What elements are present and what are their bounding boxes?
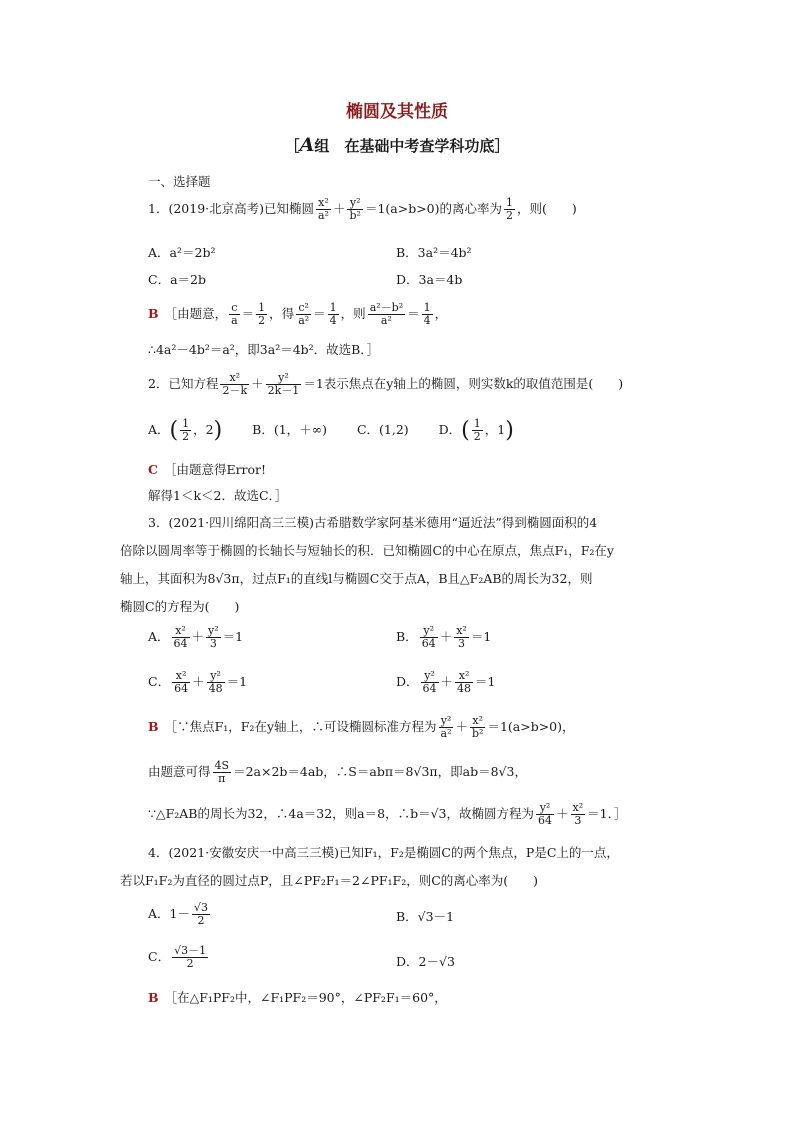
q4-option-d: D．2－√3 (396, 954, 455, 969)
fraction: $\frac{\text{c²}}{\text{a²}}$ (298, 301, 310, 327)
group-heading (0, 134, 794, 156)
fraction: $\frac{√3-1}{2}$ (174, 944, 207, 970)
q2-option-a: A．( $\frac{1}{2}$ ，2) (148, 417, 223, 443)
fraction: $\frac{\text{x²}}{\text{a²}}$ (318, 196, 329, 222)
q1-option-d: D．3a＝4b (396, 272, 463, 287)
fraction: $\frac{1}{2}$ (258, 301, 266, 327)
q3-stem-line1: 3．(2021·四川绵阳高三三模)古希腊数学家阿基米德用“逼近法”得到椭圆面积的4 (148, 515, 598, 530)
section-heading: 一、选择题 (148, 174, 211, 189)
fraction: $\frac{\text{a²－b²}}{\text{a²}}$ (369, 301, 404, 327)
q2-solution-line2: 解得1＜k＜2．故选C．］ (148, 488, 288, 503)
fraction: $\frac{4S}{\pi}$ (214, 759, 230, 785)
group-letter: A (299, 134, 315, 156)
answer-letter: C (148, 462, 158, 477)
q3-solution-line1: B ［∵焦点F₁，F₂在y轴上，∴可设椭圆标准方程为 $\frac{\text{y²}}{\text{a²}}$ ＋ $\frac{\text{x²}}{\text{b²}}$ ＝1(a>b>0)， (148, 714, 575, 740)
fraction: $\frac{1}{2}$ (473, 417, 481, 443)
fraction: $\frac{c}{a}$ (231, 301, 238, 327)
answer-letter: B (148, 719, 159, 734)
fraction: $\frac{\text{x²}}{3}$ (456, 624, 467, 650)
fraction: $\frac{\text{y²}}{\text{b²}}$ (349, 196, 361, 222)
q4-option-a: A．1－ $\frac{√3}{2}$ (148, 901, 208, 927)
q2-solution: C ［由题意得Error! (148, 462, 267, 477)
fraction: $\frac{\text{y²}}{2k-1}$ (267, 371, 300, 397)
q1-solution: B ［由题意， $\frac{c}{a}$ ＝ $\frac{1}{2}$ ，得 $\frac{\text{c²}}{\text{a²}}$ ＝ $\frac{1}{4}$ ，则 $\frac{\text{a²－b²}}{\text{a²}}$ ＝ $\frac{1}{4}$ ， (148, 301, 448, 327)
q4-solution: B ［在△F₁PF₂中，∠F₁PF₂＝90°，∠PF₂F₁＝60°， (148, 990, 447, 1005)
q2-stem: 2．已知方程 $\frac{\text{x²}}{2-k}$ ＋ $\frac{\text{y²}}{2k-1}$ ＝1表示焦点在y轴上的椭圆，则实数k的取值范围是( ) (148, 371, 624, 397)
fraction: $\frac{\text{x²}}{\text{b²}}$ (472, 714, 484, 740)
q3-solution-line2: 由题意可得 $\frac{4S}{\pi}$ ＝2a×2b＝4ab，∴S＝abπ＝8√3π，即ab＝8√3， (148, 759, 527, 785)
q3-stem-line2: 倍除以圆周率等于椭圆的长轴长与短轴长的积．已知椭圆C的中心在原点，焦点F₁，F₂在y (120, 543, 614, 558)
fraction: $\frac{1}{4}$ (329, 301, 337, 327)
fraction: $\frac{1}{2}$ (182, 417, 190, 443)
q1-stem: 1．(2019·北京高考)已知椭圆 $\frac{\text{x²}}{\text{a²}}$ ＋ $\frac{\text{y²}}{\text{b²}}$ ＝1(a>b>0)的离心率为 $\frac{1}{2}$ ，则( ) (148, 196, 577, 222)
q3-stem-line3: 轴上，其面积为8√3π，过点F₁的直线l与椭圆C交于点A，B且△F₂AB的周长为32，则 (120, 571, 593, 586)
fraction: $\frac{\text{y²}}{48}$ (208, 669, 223, 695)
fraction: $\frac{\text{x²}}{64}$ (174, 669, 189, 695)
q1-option-b: B．3a²＝4b² (396, 245, 472, 260)
q2-option-b: B．(1，＋∞) (252, 422, 327, 437)
q1-solution-line2: ∴4a²－4b²＝a²，即3a²＝4b²．故选B．］ (148, 342, 380, 357)
q1-option-a: A．a²＝2b² (148, 245, 216, 260)
q2-option-d: D．( $\frac{1}{2}$ ，1) (438, 417, 514, 443)
fraction: $\frac{1}{2}$ (506, 196, 513, 222)
fraction: $\frac{\text{y²}}{64}$ (422, 669, 437, 695)
fraction: $\frac{\text{y²}}{3}$ (208, 624, 219, 650)
fraction: $\frac{\text{x²}}{3}$ (572, 801, 584, 827)
q4-option-c: C． $\frac{√3-1}{2}$ (148, 944, 207, 970)
fraction: $\frac{√3}{2}$ (193, 901, 208, 927)
q1-option-c: C．a＝2b (148, 272, 206, 287)
fraction: $\frac{\text{y²}}{64}$ (421, 624, 436, 650)
fraction: $\frac{\text{x²}}{2-k}$ (222, 371, 248, 397)
q4-stem-line2: 若以F₁F₂为直径的圆过点P，且∠PF₂F₁＝2∠PF₁F₂，则C的离心率为( ) (120, 873, 539, 888)
fraction: $\frac{\text{x²}}{48}$ (457, 669, 472, 695)
group-open: ［ (284, 137, 300, 155)
answer-letter: B (148, 990, 159, 1005)
q3-stem-line4: 椭圆C的方程为( ) (120, 599, 240, 614)
q4-stem-line1: 4．(2021·安徽安庆一中高三三模)已知F₁，F₂是椭圆C的两个焦点，P是C上的一点， (148, 845, 619, 860)
fraction: $\frac{\text{x²}}{64}$ (173, 624, 188, 650)
fraction: $\frac{\text{y²}}{64}$ (538, 801, 553, 827)
q2-option-c: C．(1,2) (356, 422, 409, 437)
q3-option-b: B． $\frac{\text{y²}}{64}$ ＋ $\frac{\text{x²}}{3}$ ＝1 (396, 624, 492, 650)
answer-letter: B (148, 306, 159, 321)
group-text: 组 在基础中考查学科功底 (314, 137, 495, 155)
fraction: $\frac{1}{4}$ (423, 301, 431, 327)
q3-option-c: C． $\frac{\text{x²}}{64}$ ＋ $\frac{\text{y²}}{48}$ ＝1 (148, 669, 248, 695)
fraction: $\frac{\text{y²}}{\text{a²}}$ (440, 714, 452, 740)
q3-option-d: D． $\frac{\text{y²}}{64}$ ＋ $\frac{\text{x²}}{48}$ ＝1 (396, 669, 496, 695)
q3-option-a: A． $\frac{\text{x²}}{64}$ ＋ $\frac{\text{y²}}{3}$ ＝1 (148, 624, 244, 650)
q4-option-b: B．√3－1 (396, 909, 455, 924)
group-close: ］ (494, 137, 510, 155)
q3-solution-line3: ∵△F₂AB的周长为32，∴4a＝32，则a＝8，∴b＝√3，故椭圆方程为 $\frac{\text{y²}}{64}$ ＋ $\frac{\text{x²}}{3}$ ＝1．］ (148, 801, 627, 827)
q2-options (148, 418, 514, 443)
page-title: 椭圆及其性质 (346, 102, 448, 122)
